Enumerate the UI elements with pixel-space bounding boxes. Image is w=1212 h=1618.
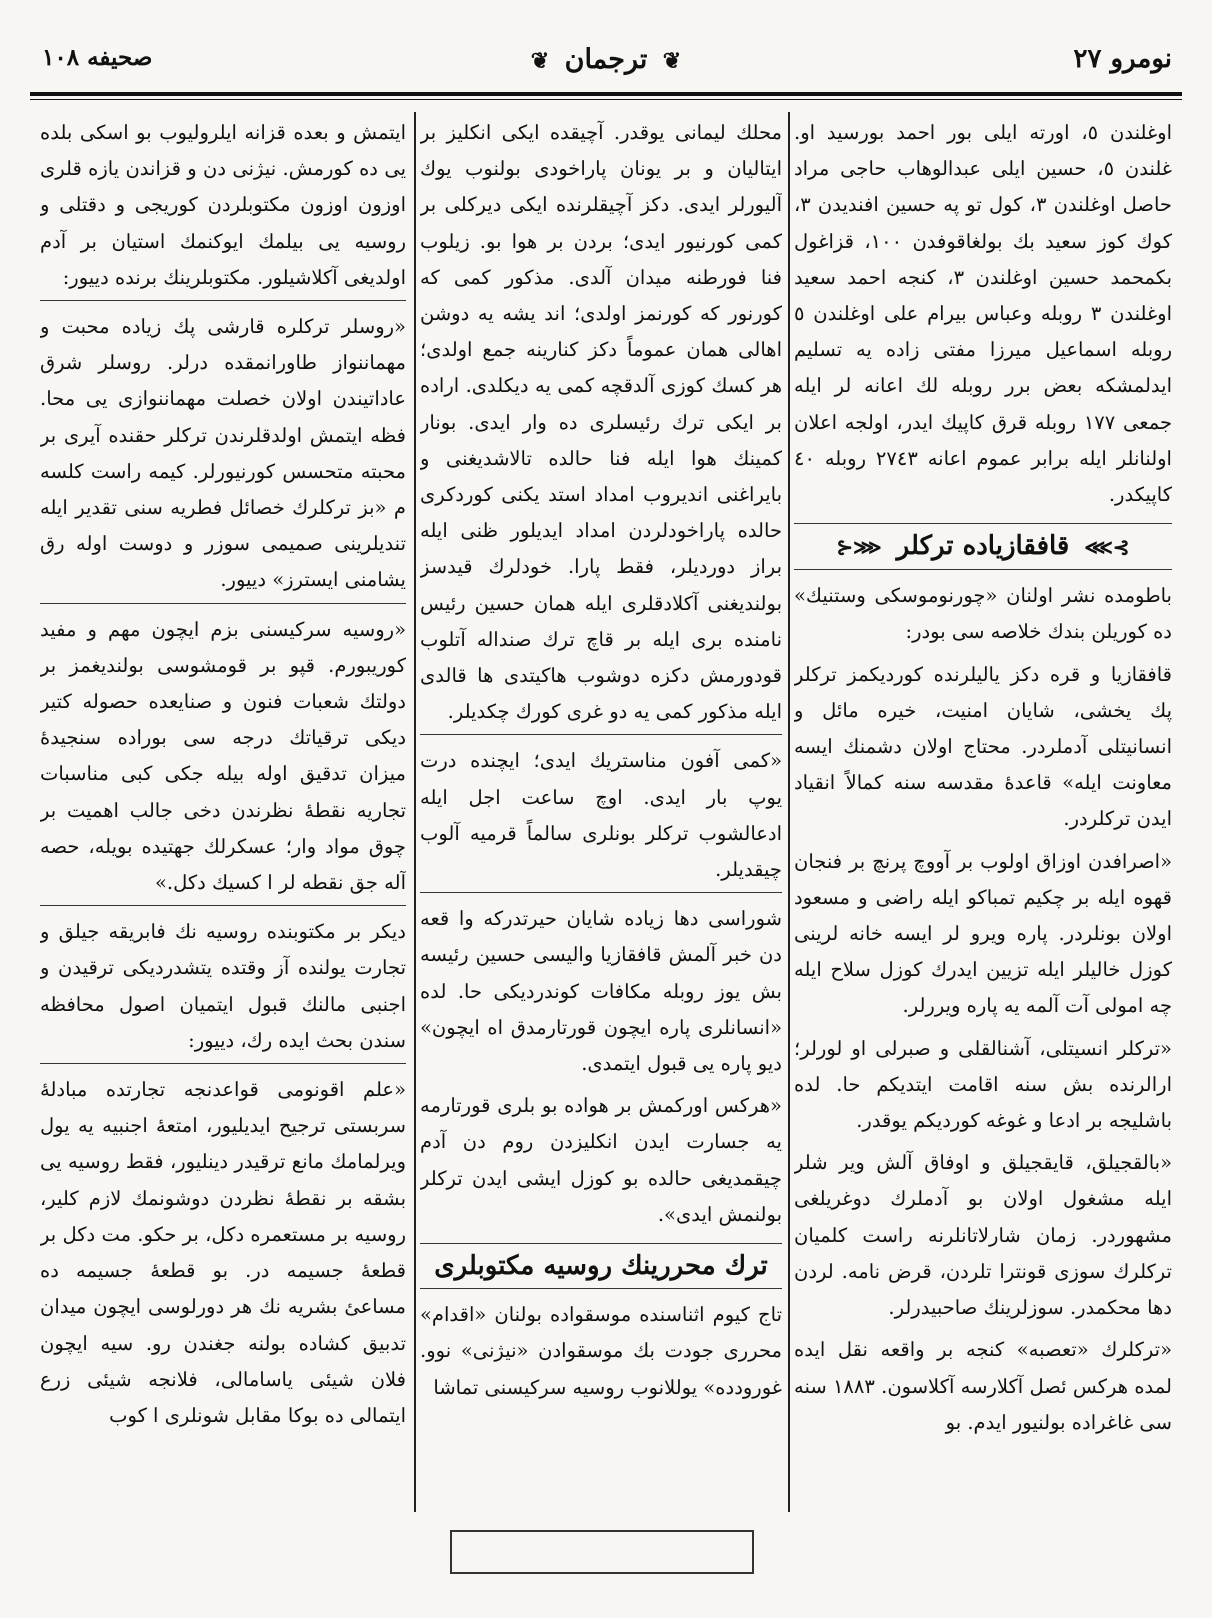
article-paragraph: قافقازیا و قره دکز یالیلرنده کوردیکمز ترکلر پك یخشی، شایان امنیت، خیره مائل و انسانیتلی آدملردر. محتاج اولان دشمنك ایسه معاونت ایله» قاعدهٔ مقدسه سنه کمالاً انقیاد ایدن ترکلردر. (794, 662, 1172, 831)
article-paragraph: شوراسی دها زیاده شایان حیرتدرکه وا قعه دن خبر آلمش قافقازیا والیسی حسین رئیسه بش یوز روبله مکافات کوندردیکی حا. لده «انسانلری پاره ایچون قورتارمدق اه ایچون» دیو پاره یی قبول ایتمدی. (420, 907, 782, 1076)
text-line: غلندن ٥، حسین ایلی عبدالوهاب حاجی (840, 157, 1172, 181)
section-title-text: قافقازیاده ترکلر (896, 531, 1070, 562)
ornament-icon: ⋘⊰ (836, 535, 882, 560)
ornament-icon: ⊱⋙ (1084, 535, 1130, 560)
text-line: مراد حاصل اوغلندن ۳، کول تو په حسین (794, 157, 1172, 217)
column-divider (788, 112, 790, 1512)
text-line: قزاغول بکمحمد حسین اوغلندن ۳، کنجه (794, 229, 1172, 289)
article-paragraph: «بالقجیلق، قایقجیلق و اوفاق آلش ویر شلر ایله مشغول اولان بو آدملرك دوغریلغی مشهوردر. زمان شارلاتانلرنه راست کلمیان ترکلرك سوزی قونترا تلردن، قرض نامه. لردن دها محکمدر. سوزلرینك صاحبیدرلر. (794, 1151, 1172, 1320)
header-rule-thick (30, 92, 1182, 96)
issue-number-label: نومرو ۲۷ (1073, 44, 1172, 74)
header-rule-thin (30, 99, 1182, 100)
section-title (794, 523, 1172, 570)
article-paragraph: «روسلر ترکلره قارشی پك زیاده محبت و مهماننواز طاورانمقده درلر. روسلر شرق عاداتیندن اولان خصلت مهماننوازی یی محا. فظه ایتمش اولدقلرندن ترکلر حقنده آیری بر محبته متحسس کورنیورلر. کیمه راست کلسه م «بز ترکلرك خصائل فطریه سنی تقدیر ایله تندیلرینی صمیمی سوزر و دوست اوله رق یشامنی ایسترز» دییور. (40, 309, 406, 604)
column-divider (414, 112, 416, 1512)
article-paragraph: «اصرافدن اوزاق اولوب بر آووچ پرنچ بر فنجان قهوه ایله بر چکیم تمباکو ایله راضی و مسعود اولان بونلردر. پاره ویرو لر ایسه خانه لرینی کوزل خالیلر ایله تزیین ایدرك کوزل سلاح ایله چه امولی آت آلمه یه پاره ویررلر. (794, 849, 1172, 1018)
ornament-left-icon: ❦ (662, 48, 682, 74)
article-paragraph: «کمی آفون مناستریك ایدی؛ ایچنده درت یوپ بار ایدی. اوچ ساعت اجل ایله ادعالشوب ترکلر بونلری سالماً قرمیه آلوب چیقدیلر. (420, 743, 782, 893)
article-paragraph: «علم اقونومی قواعدنجه تجارتده مبادلهٔ سربستی ترجیح ایدیلیور، امتعهٔ اجنبیه یه یول ویرلمامك مانع ترقیدر دینلیور، فقط روسیه یی بشقه بر نقطهٔ نظردن دوشونمك لازم کلیر، روسیه بر مستعمره دکل، بر حکو. مت دکل بر قطعهٔ جسیمه در. بو قطعهٔ جسیمه ده مساعئ بشریه نك هر دورلوسی ایچون میدان تدبیق کشاده بولنه جغندن رو. سیه ایچون فلان شیئی یاسامالی، فلانجه شیئی زرع ایتمالی ده بوکا مقابل شونلری ا کوب (40, 1078, 406, 1427)
page-header (30, 38, 1182, 98)
article-paragraph: «ترکلرك «تعصبه» کنجه بر واقعه نقل ایده لمده هرکس ئصل آکلارسه آکلاسون. ۱۸۸۳ سنه سی غاغراده بولنیور ایدم. بو (794, 1338, 1172, 1434)
section-title: ترك محررینك روسیه مکتوبلری (420, 1243, 782, 1289)
ornament-right-icon: ❦ (530, 48, 550, 74)
page-number-label: صحیفه ۱۰۸ (42, 44, 153, 71)
article-paragraph: ایتمش و بعده قزانه ایلروليوب بو اسکی بلده یی ده کورمش. نیژنی دن و قزاندن یازه قلری اوزون اوزون مکتوبلردن کوریجی و دقتلی و روسیه یی بیلمك ایوکنمك استیان بر آدم اولدیغی آکلاشیلور. مکتوبلرینك برنده دییور: (40, 115, 406, 301)
text-line: زاده یه تسلیم ایدلمشکه بعض برر روبله لك (794, 338, 1172, 398)
article-paragraph: «هرکس اورکمش بر هواده بو بلری قورتارمه یه جسارت ایدن انکلیزدن روم دن آدم چیقمدیغی حالده بو کوزل ایشی ایدن ترکلر بولنمش ایدی». (420, 1094, 782, 1226)
article-paragraph: «ترکلر انسیتلی، آشنالقلی و صبرلی او لورلر؛ ارالرنده بش سنه اقامت ایتدیکم حا. لده باشلیجه بر ادعا و غوغه کوردیکم یوقدر. (794, 1036, 1172, 1133)
newspaper-title-block (30, 44, 1182, 75)
text-line: احمد سعید اوغلندن ۳ روبله وعباس بیرام (794, 265, 1172, 326)
text-line: ایدر، اولجه اعلان اولنانلر ایله برابر عموم (794, 410, 1172, 470)
column-right (794, 115, 1172, 1585)
newspaper-title: ترجمان (564, 44, 648, 75)
article-paragraph: محلك لیمانی یوقدر. آچیقده ایکی انکلیز بر ایتالیان و بر یونان پاراخودی بولنوب یوك آلیورلر ایدی. دکز آچیقلرنده ایکی دیرکلی بر کمی کورنیور ایدی؛ بردن بر هوا بو. زیلوب فنا فورطنه میدان آلدی. مذکور کمی که کورنور که کورنمز اولدی؛ اند یشه یه دوشن اهالی همان عموماً دکز کنارینه جمع اولدی؛ هر کسك کوزی آلدقچه کمی یه دیکلدی. اراده بر ایکی ترك رئیسلری ده وار ایدی. بونار کمینك هوا ایله فنا حالده تالاشدیغنی و بایراغنی اندیروب امداد استد یکنی کوردکری حالده پاراخودلردن امداد ایدیلور ظنی ایله براز دوردیلر، فقط پارا. خودلرك قیدسز بولندیغنی آکلادقلری ایله همان حسین رئیس نامنده بری ایله بر قاچ ترك صنداله آتلوب قودورمش دکزه دوشوب هاکیتدی ها قالدی ایله مذکور کمی یه دو غری کورك چکدیلر. (420, 115, 782, 735)
article-paragraph (794, 115, 1172, 513)
article-paragraph: دیکر بر مکتوبنده روسیه نك فابریقه جیلق و تجارت یولنده آز وقتده یتشدردیکی ترقیدن و اجنبی مالنك قبول ایتمیان اصول محافظه سندن بحث ایده رك، دییور: (40, 914, 406, 1064)
article-paragraph: «روسیه سرکیسنی بزم ایچون مهم و مفید کوریبورم. قپو بر قومشوسی بولندیغمز بر دولتك شعبات فنون و صنایعده حصوله کتیر دیکی ترقیاتك درجه سی بوراده سنجیدهٔ میزان تدقیق اوله بیله جکی کبی مناسبات تجاریه نقطهٔ نظرندن دخی جالب اهمیت بر چوق مواد وار؛ عسکرلك جهتیده بویله، حصه آله جق نقطه لر ا کسیك دکل.» (40, 612, 406, 907)
text-line: علی اوغلندن ٥ روبله اسماعیل میرزا مفتی (794, 302, 1172, 362)
article-paragraph: باطومده نشر اولنان «چورنوموسکی وستنیك» ده کوریلن بندك خلاصه سی بودر: (794, 584, 1172, 644)
text-line: اعانه لر ایله جمعی ۱۷۷ روبله قرق کاپیك (794, 374, 1172, 434)
column-left (40, 115, 406, 1585)
text-line: افندیدن ۳، کوك کوز سعید بك بولغاقوفدن ۱۰۰، (794, 193, 1172, 253)
text-line: اوغلندن ٥، اورته ایلی بور احمد بورسید او. (794, 121, 1172, 144)
page-footer-frame (450, 1530, 754, 1574)
text-line: اعانه ۲۷٤۳ روبله ٤٠ کاپیکدر. (794, 446, 1172, 507)
column-middle (420, 115, 782, 1585)
article-paragraph: تاج کیوم اثناسنده موسقواده بولنان «اقدام» محرری جودت بك موسقوادن «نیژنی» نوو. غورودده» یوللانوب روسیه سرکیسنی تماشا (420, 1303, 782, 1399)
